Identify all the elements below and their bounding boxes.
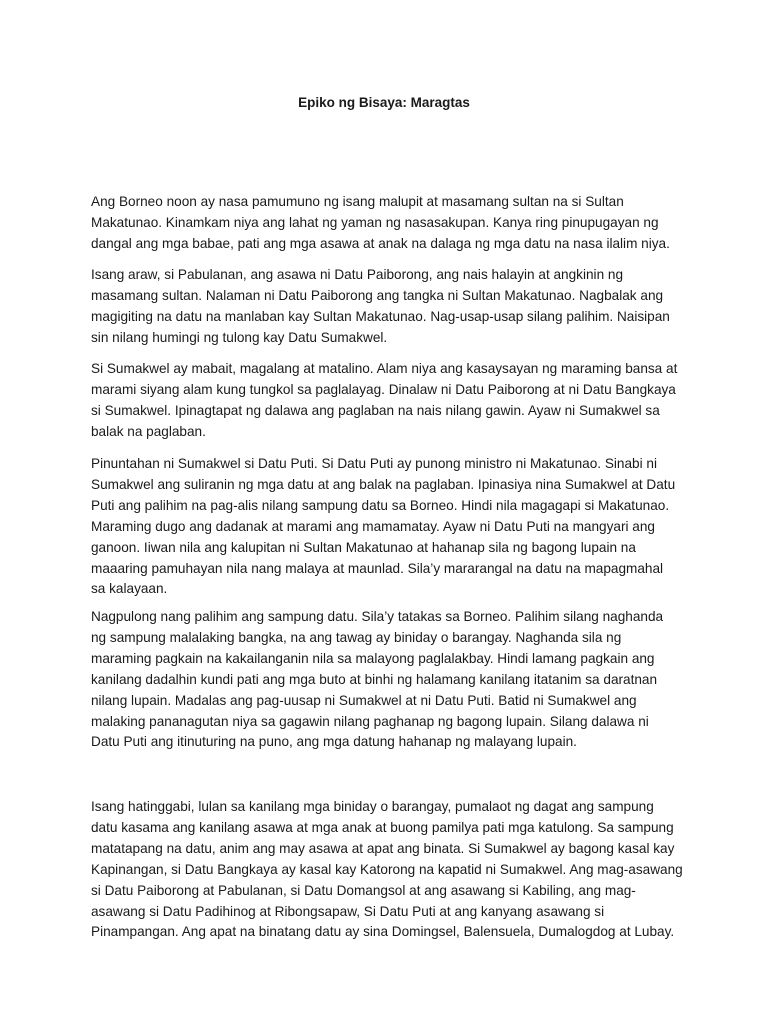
- paragraph-1: [91, 192, 691, 255]
- text-line: datu kasama ang kanilang asawa at mga anak at buong pamilya pati mga katulong. Sa sampung: [91, 819, 674, 835]
- text-line: Pinampangan. Ang apat na binatang datu ay sina Domingsel, Balensuela, Dumalogdog at Lubay.: [91, 924, 675, 940]
- text-line: Si Sumakwel ay mabait, magalang at matalino. Alam niya ang kasaysayan ng maraming bansa at: [91, 361, 678, 376]
- text-line: Maraming dugo ang dadanak at marami ang mamamatay. Ayaw ni Datu Puti na mangyari ang: [91, 518, 655, 534]
- text-line: maraming pagkain na kakailanganin nila sa malayong paglalakbay. Hindi lamang pagkain ang: [91, 650, 655, 666]
- text-line: magigiting na datu na manlaban kay Sultan Makatunao. Nag-usap-usap silang palihim. Naisipan: [91, 308, 670, 324]
- text-line: Sumakwel ang suliranin ng mga datu at ang balak na paglaban. Ipinasiya nina Sumakwel at Datu: [91, 476, 676, 492]
- text-line: Puti ang palihim na pag-alis nilang sampung datu sa Borneo. Hindi nila magagapi si Makatunao.: [91, 497, 670, 513]
- text-line: asawang si Datu Padihinog at Ribongsapaw, Si Datu Puti at ang kanyang asawang si: [91, 903, 605, 919]
- text-line: Isang hatinggabi, lulan sa kanilang mga biniday o barangay, pumalaot ng dagat ang sampung: [91, 799, 654, 814]
- text-line: Isang araw, si Pabulanan, ang asawa ni Datu Paiborong, ang nais halayin at angkinin ng: [91, 267, 624, 282]
- text-line: sa kalayaan.: [91, 581, 168, 597]
- paragraph-5: [91, 607, 691, 753]
- text-line: Kapinangan, si Datu Bangkaya ay kasal kay Katorong na kapatid ni Sumakwel. Ang mag-asawang: [91, 861, 683, 877]
- text-line: maaaring pamuhayan nila nang malaya at maunlad. Sila’y mararangal na datu na mapagmahal: [91, 560, 664, 576]
- text-line: balak na paglaban.: [91, 423, 206, 439]
- text-line: si Sumakwel. Ipinagtapat ng dalawa ang paglaban na nais nilang gawin. Ayaw ni Sumakwel sa: [91, 402, 660, 418]
- text-line: Makatunao. Kinamkam niya ang lahat ng yaman ng nasasakupan. Kanya ring pinupugayan ng: [91, 214, 659, 230]
- text-line: Pinuntahan ni Sumakwel si Datu Puti. Si Datu Puti ay punong ministro ni Makatunao. Sinabi ni: [91, 456, 657, 471]
- text-line: malaking pananagutan niya sa gagawin nilang paghanap ng bagong lupain. Silang dalawa ni: [91, 713, 649, 729]
- text-line: masamang sultan. Nalaman ni Datu Paiborong ang tangka ni Sultan Makatunao. Nagbalak ang: [91, 287, 664, 303]
- paragraph-2: [91, 265, 691, 349]
- text-line: marami siyang alam kung tungkol sa paglalayag. Dinalaw ni Datu Paiborong at ni Datu Bangkaya: [91, 381, 676, 397]
- paragraph-6: [91, 797, 691, 943]
- document-title: Epiko ng Bisaya: Maragtas: [298, 95, 470, 110]
- text-line: nilang lupain. Madalas ang pag-uusap ni Sumakwel at ni Datu Puti. Batid ni Sumakwel ang: [91, 692, 637, 708]
- text-line: si Datu Paiborong at Pabulanan, si Datu Domangsol at ang asawang si Kabiling, ang mag-: [91, 882, 636, 898]
- text-line: sin nilang humingi ng tulong kay Datu Sumakwel.: [91, 329, 388, 345]
- text-line: dangal ang mga babae, pati ang mga asawa at anak na dalaga ng mga datu na nasa ilalim niya.: [91, 235, 670, 251]
- text-line: ganoon. Iiwan nila ang kalupitan ni Sultan Makatunao at hahanap sila ng bagong lupain na: [91, 539, 636, 555]
- text-line: Nagpulong nang palihim ang sampung datu. Sila’y tatakas sa Borneo. Palihim silang naghanda: [91, 609, 664, 624]
- paragraph-4: [91, 454, 691, 600]
- text-line: ng sampung malalaking bangka, na ang tawag ay biniday o barangay. Naghanda sila ng: [91, 629, 622, 645]
- text-line: Ang Borneo noon ay nasa pamumuno ng isang malupit at masamang sultan na si Sultan: [91, 194, 624, 209]
- text-line: Datu Puti ang itinuturing na puno, ang mga datung hahanap ng malayang lupain.: [91, 734, 577, 750]
- text-line: kanilang dadalhin kundi pati ang mga buto at binhi ng halamang kanilang itatanim sa daratnan: [91, 671, 658, 687]
- text-line: matatapang na datu, anim ang may asawa at apat ang binata. Si Sumakwel ay bagong kasal kay: [91, 840, 675, 856]
- paragraph-3: [91, 359, 691, 443]
